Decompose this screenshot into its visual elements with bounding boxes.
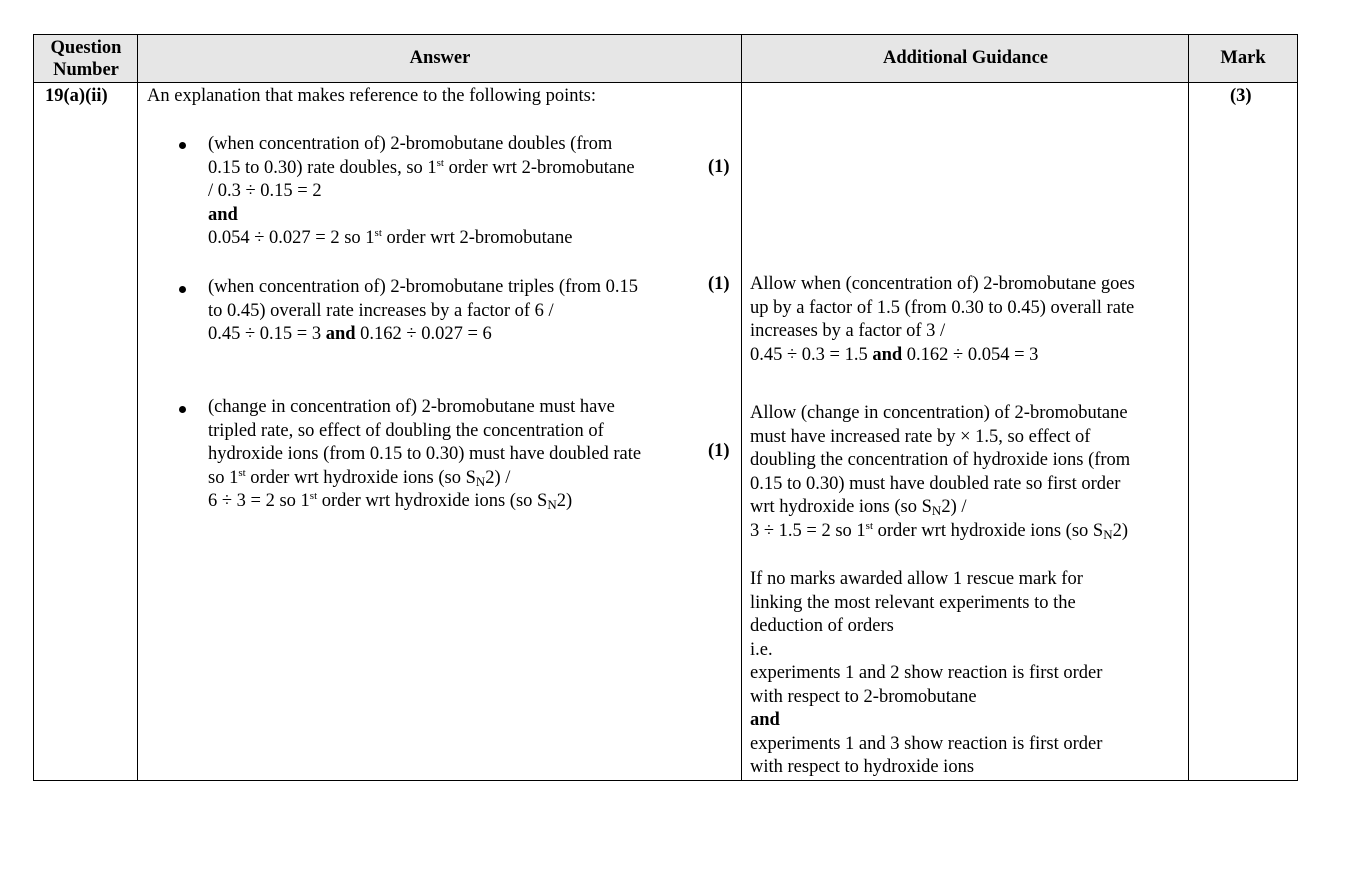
column-divider — [137, 35, 138, 780]
header-question-number — [34, 35, 138, 82]
guidance-line: experiments 1 and 2 show reaction is first order — [750, 663, 1103, 683]
text: so 1 — [208, 467, 239, 488]
subscript: N — [475, 473, 486, 489]
answer-intro: An explanation that makes reference to the following points: — [147, 86, 597, 106]
guidance-line: increases by a factor of 3 / — [750, 321, 946, 341]
point-3-line: (change in concentration of) 2-bromobutane must have — [208, 397, 615, 417]
header-answer: Answer — [409, 47, 471, 68]
mark-value: (3) — [1230, 86, 1252, 106]
guidance-line: Allow (change in concentration) of 2-bromobutane — [750, 403, 1128, 423]
text: order wrt 2-bromobutane — [381, 228, 573, 248]
guidance-line — [750, 344, 1135, 368]
guidance-line: deduction of orders — [750, 616, 894, 636]
guidance-line: with respect to hydroxide ions — [750, 757, 975, 777]
bullet-icon — [179, 286, 186, 293]
superscript: st — [309, 490, 318, 502]
point-2-line — [208, 323, 638, 347]
guidance-line: Allow when (concentration of) 2-bromobutane goes — [750, 274, 1135, 294]
guidance-line — [750, 520, 1130, 544]
point-1-line: / 0.3 ÷ 0.15 = 2 — [208, 181, 322, 201]
superscript: st — [865, 519, 874, 532]
header-guidance: Additional Guidance — [882, 47, 1048, 68]
text: wrt hydroxide ions (so S — [750, 497, 932, 517]
header-question-number-text: Question Number — [50, 37, 122, 80]
superscript: st — [238, 466, 246, 479]
superscript: st — [374, 227, 382, 239]
guidance-3 — [750, 568, 1102, 780]
bullet-icon — [179, 406, 186, 413]
text: 6 ÷ 3 = 2 so 1 — [208, 491, 310, 511]
guidance-1 — [750, 273, 1135, 367]
text: 0.45 ÷ 0.15 = 3 — [208, 324, 326, 344]
superscript: st — [436, 156, 444, 169]
point-3-line: hydroxide ions (from 0.15 to 0.30) must have doubled rate — [208, 444, 642, 464]
subscript: N — [547, 497, 557, 512]
point-3-line — [208, 490, 641, 514]
text: order wrt hydroxide ions (so S — [873, 520, 1104, 541]
text: 3 ÷ 1.5 = 2 so 1 — [750, 520, 866, 541]
point-2-line: to 0.45) overall rate increases by a factor of 6 / — [208, 300, 554, 321]
text: 2) — [556, 491, 573, 511]
header-mark: Mark — [1220, 47, 1266, 68]
text: and — [872, 344, 903, 365]
question-number: 19(a)(ii) — [45, 86, 108, 106]
column-divider — [1188, 35, 1189, 780]
text: order wrt hydroxide ions (so S — [245, 467, 476, 488]
guidance-and: and — [750, 710, 780, 730]
answer-point-1 — [208, 133, 635, 251]
text: 0.054 ÷ 0.027 = 2 so 1 — [208, 228, 375, 248]
text: and — [325, 324, 356, 344]
answer-point-3 — [208, 396, 641, 514]
table-header-row — [34, 35, 1297, 83]
point-1-and: and — [208, 204, 238, 225]
point-3-mark: (1) — [708, 441, 730, 461]
point-2-mark: (1) — [708, 274, 730, 294]
point-2-line: (when concentration of) 2-bromobutane triples (from 0.15 — [208, 277, 638, 297]
answer-point-2 — [208, 276, 638, 347]
guidance-line — [750, 496, 1130, 520]
point-1-line: (when concentration of) 2-bromobutane doubles (from — [208, 134, 613, 154]
guidance-line: i.e. — [750, 639, 773, 660]
text: 2) / — [485, 467, 511, 488]
subscript: N — [1103, 526, 1113, 542]
text: 0.15 to 0.30) rate doubles, so 1 — [208, 157, 437, 178]
column-divider — [741, 35, 742, 780]
point-1-line — [208, 157, 635, 181]
guidance-line: must have increased rate by × 1.5, so effect of — [750, 426, 1091, 447]
guidance-2 — [750, 402, 1130, 543]
text: 2) — [1112, 520, 1129, 541]
point-1-mark: (1) — [708, 157, 730, 177]
subscript: N — [931, 503, 942, 518]
guidance-line: up by a factor of 1.5 (from 0.30 to 0.45) overall rate — [750, 297, 1135, 318]
guidance-line: 0.15 to 0.30) must have doubled rate so first order — [750, 473, 1121, 494]
text: 0.162 ÷ 0.027 = 6 — [355, 324, 492, 344]
mark-scheme-table — [33, 34, 1298, 781]
guidance-line: doubling the concentration of hydroxide ions (from — [750, 450, 1131, 470]
guidance-line: If no marks awarded allow 1 rescue mark for — [750, 569, 1083, 589]
point-1-line — [208, 227, 635, 251]
guidance-line: with respect to 2-bromobutane — [750, 686, 977, 707]
text: order wrt 2-bromobutane — [444, 157, 635, 178]
text: 0.162 ÷ 0.054 = 3 — [902, 344, 1039, 365]
text: 0.45 ÷ 0.3 = 1.5 — [750, 344, 873, 365]
text: order wrt hydroxide ions (so S — [317, 491, 548, 511]
text: 2) / — [941, 497, 967, 517]
point-3-line: tripled rate, so effect of doubling the concentration of — [208, 420, 604, 441]
point-3-line — [208, 467, 641, 491]
guidance-line: experiments 1 and 3 show reaction is first order — [750, 733, 1103, 754]
guidance-line: linking the most relevant experiments to the — [750, 592, 1076, 613]
bullet-icon — [179, 142, 186, 149]
